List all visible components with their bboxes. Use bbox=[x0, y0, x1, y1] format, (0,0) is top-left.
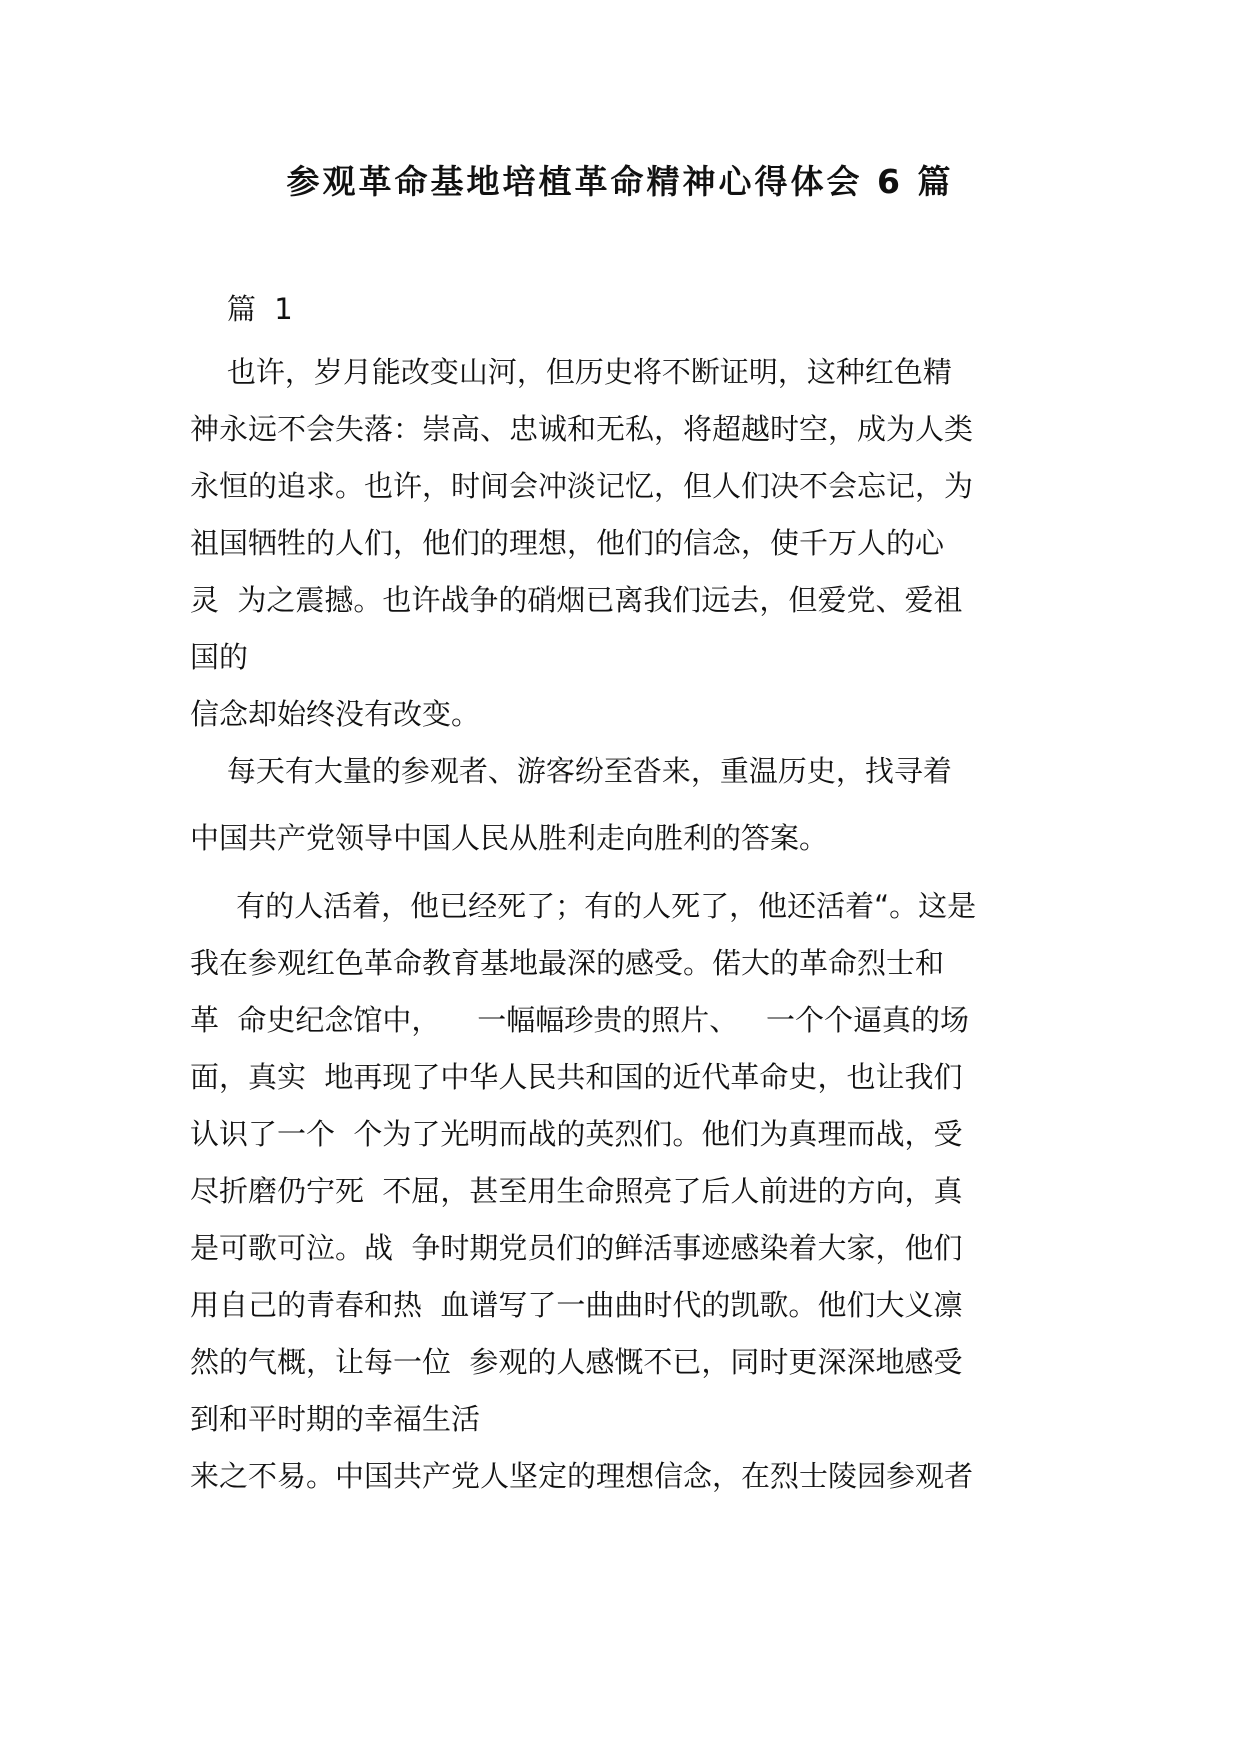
paragraph-line: 国的 bbox=[190, 640, 249, 674]
paragraph-line: 信念却始终没有改变。 bbox=[190, 697, 481, 731]
paragraph-line: 每天有大量的参观者、游客纷至沓来，重温历史，找寻着 bbox=[190, 754, 952, 788]
paragraph-line: 尽折磨仍宁死 不屈，甚至用生命照亮了后人前进的方向，真 bbox=[190, 1174, 963, 1208]
section-heading: 篇 1 bbox=[190, 292, 293, 326]
paragraph-line: 来之不易。中国共产党人坚定的理想信念，在烈士陵园参观者 bbox=[190, 1459, 974, 1493]
paragraph-line: 永恒的追求。也许，时间会冲淡记忆，但人们决不会忘记，为 bbox=[190, 469, 974, 503]
paragraph-line: 有的人活着，他已经死了；有的人死了，他还活着“。这是 bbox=[190, 889, 977, 923]
paragraph-line: 神永远不会失落：崇高、忠诚和无私，将超越时空，成为人类 bbox=[190, 412, 974, 446]
paragraph-line: 中国共产党领导中国人民从胜利走向胜利的答案。 bbox=[190, 821, 829, 855]
paragraph-line: 革 命史纪念馆中， 一幅幅珍贵的照片、 一个个逼真的场 bbox=[190, 1003, 969, 1037]
paragraph-line: 然的气概，让每一位 参观的人感慨不已，同时更深深地感受 bbox=[190, 1345, 963, 1379]
document-title: 参观革命基地培植革命精神心得体会 6 篇 bbox=[286, 162, 954, 201]
paragraph-line: 认识了一个 个为了光明而战的英烈们。他们为真理而战，受 bbox=[190, 1117, 963, 1151]
paragraph-line: 也许，岁月能改变山河，但历史将不断证明，这种红色精 bbox=[190, 355, 952, 389]
paragraph-line: 到和平时期的幸福生活 bbox=[190, 1402, 481, 1436]
paragraph-line: 是可歌可泣。战 争时期党员们的鲜活事迹感染着大家，他们 bbox=[190, 1231, 963, 1265]
paragraph-line: 灵 为之震撼。也许战争的硝烟已离我们远去，但爱党、爱祖 bbox=[190, 583, 963, 617]
paragraph-line: 面，真实 地再现了中华人民共和国的近代革命史，也让我们 bbox=[190, 1060, 963, 1094]
paragraph-line: 祖国牺牲的人们，他们的理想，他们的信念，使千万人的心 bbox=[190, 526, 945, 560]
paragraph-line: 用自己的青春和热 血谱写了一曲曲时代的凯歌。他们大义凛 bbox=[190, 1288, 963, 1322]
paragraph-line: 我在参观红色革命教育基地最深的感受。偌大的革命烈士和 bbox=[190, 946, 945, 980]
